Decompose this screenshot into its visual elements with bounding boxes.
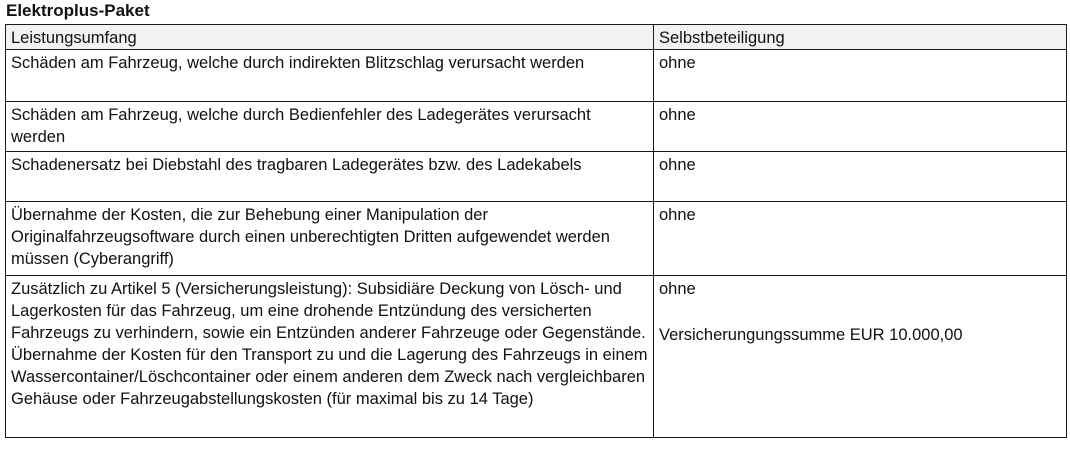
- coverage-table: [5, 24, 1067, 438]
- coverage-cell: Übernahme der Kosten, die zur Behebung einer Manipulation der Originalfahrzeugsoftware durch einen unberechtigten Dritten aufgewendet werden müssen (Cyberangriff): [6, 202, 654, 276]
- coverage-cell: Zusätzlich zu Artikel 5 (Versicherungsleistung): Subsidiäre Deckung von Lösch- und Lagerkosten für das Fahrzeug, um eine drohende Entzündung des versicherten Fahrzeugs zu verhindern, sowie ein Entzünden anderer Fahrzeuge oder Gegenstände. Übernahme der Kosten für den Transport zu und die Lagerung des Fahrzeugs in einem Wassercontainer/Löschcontainer oder einem anderen dem Zweck nach vergleichbaren Gehäuse oder Fahrzeugabstellungskosten (für maximal bis zu 14 Tage): [6, 276, 654, 438]
- table-row: [6, 276, 1067, 438]
- deductible-text: ohne: [659, 280, 696, 298]
- header-coverage: Leistungsumfang: [6, 25, 654, 50]
- table-row: [6, 152, 1067, 202]
- coverage-cell: Schäden am Fahrzeug, welche durch Bedienfehler des Ladegerätes verursacht werden: [6, 102, 654, 152]
- document-title: Elektroplus-Paket: [6, 1, 150, 20]
- header-deductible: Selbstbeteiligung: [654, 25, 1067, 50]
- deductible-text: ohne: [659, 156, 696, 174]
- table-row: [6, 102, 1067, 152]
- deductible-text: ohne: [659, 54, 696, 72]
- deductible-cell: [654, 50, 1067, 102]
- deductible-cell: [654, 202, 1067, 276]
- deductible-cell: [654, 102, 1067, 152]
- deductible-text: ohne: [659, 106, 696, 124]
- insured-sum-text: Versicherungungssumme EUR 10.000,00: [659, 326, 963, 344]
- coverage-cell: Schäden am Fahrzeug, welche durch indirekten Blitzschlag verursacht werden: [6, 50, 654, 102]
- deductible-cell: [654, 152, 1067, 202]
- table-row: [6, 50, 1067, 102]
- table-row: [6, 202, 1067, 276]
- table-header-row: [6, 25, 1067, 50]
- deductible-text: ohne: [659, 206, 696, 224]
- deductible-cell: [654, 276, 1067, 438]
- coverage-cell: Schadenersatz bei Diebstahl des tragbaren Ladegerätes bzw. des Ladekabels: [6, 152, 654, 202]
